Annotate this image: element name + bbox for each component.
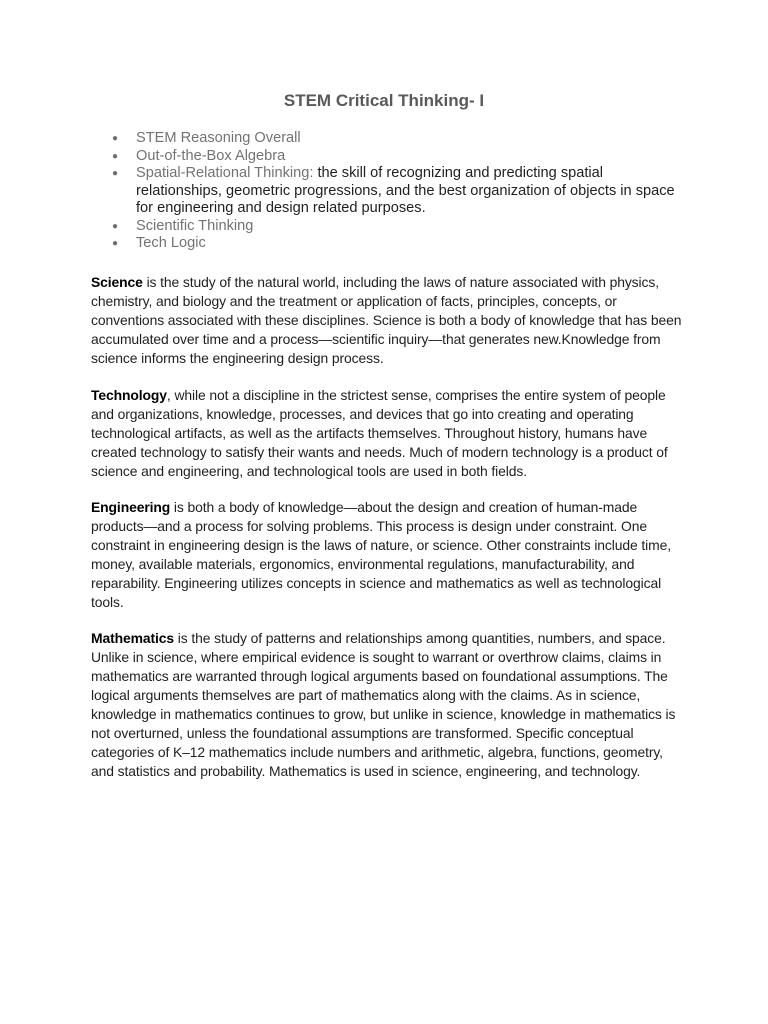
science-paragraph [91, 273, 686, 368]
mathematics-paragraph [91, 629, 686, 781]
science-text: is the study of the natural world, including the laws of nature associated with physics, chemistry, and biology and the treatment or application of facts, principles, concepts, or conventions associated with these disciplines. Science is both a body of knowledge that has been accumulated over time and a process—scientific inquiry—that generates new.Knowledge from science informs the engineering design process. [91, 274, 682, 366]
bullet-icon: ● [112, 168, 119, 179]
list-item-label: Spatial-Relational Thinking: [136, 165, 314, 181]
technology-text: , while not a discipline in the strictest sense, comprises the entire system of people and organizations, knowledge, processes, and devices that go into creating and operating technological artifacts, as well as the artifacts themselves. Throughout history, humans have created technology to satisfy their wants and needs. Much of modern technology is a product of science and engineering, and technological tools are used in both fields. [91, 387, 668, 479]
list-item [112, 235, 687, 253]
technology-term: Technology [91, 387, 167, 403]
list-item-label: Out-of-the-Box Algebra [136, 147, 286, 164]
list-item [112, 148, 687, 166]
list-item-label: STEM Reasoning Overall [136, 130, 301, 146]
list-item [112, 130, 687, 148]
list-item [112, 218, 687, 236]
engineering-paragraph [91, 498, 686, 612]
topic-list [112, 130, 687, 253]
engineering-text: is both a body of knowledge—about the design and creation of human-made products—and a process for solving problems. This process is design under constraint. One constraint in engineering design is the laws of nature, or science. Other constraints include time, money, available materials, ergonomics, environmental regulations, manufacturability, and reparability. Engineering utilizes concepts in science and mathematics as well as technological tools. [91, 499, 671, 610]
mathematics-term: Mathematics [91, 630, 175, 646]
bullet-icon: ● [112, 150, 119, 162]
list-item-label: Scientific Thinking [136, 217, 254, 234]
list-item [112, 165, 687, 218]
page-title: STEM Critical Thinking- I [283, 91, 485, 110]
science-term: Science [91, 274, 143, 290]
list-item-label: Tech Logic [136, 235, 206, 251]
technology-paragraph [91, 386, 686, 481]
list-item-description: the skill of recognizing and predicting spatial relationships, geometric progressions, and the best organization of objects in space for engineering and design related purposes. [136, 165, 675, 216]
bullet-icon: ● [112, 238, 119, 249]
bullet-icon: ● [112, 133, 119, 144]
engineering-term: Engineering [91, 499, 171, 515]
mathematics-text: is the study of patterns and relationships among quantities, numbers, and space. Unlike in science, where empirical evidence is sought to warrant or overthrow claims, claims in mathematics are warranted through logical arguments based on foundational assumptions. The logical arguments themselves are part of mathematics along with the claims. As in science, knowledge in mathematics continues to grow, but unlike in science, knowledge in mathematics is not overturned, unless the foundational assumptions are transformed. Specific conceptual categories of K–12 mathematics include numbers and arithmetic, algebra, functions, geometry, and statistics and probability. Mathematics is used in science, engineering, and technology. [91, 630, 676, 779]
bullet-icon: ● [112, 220, 119, 232]
